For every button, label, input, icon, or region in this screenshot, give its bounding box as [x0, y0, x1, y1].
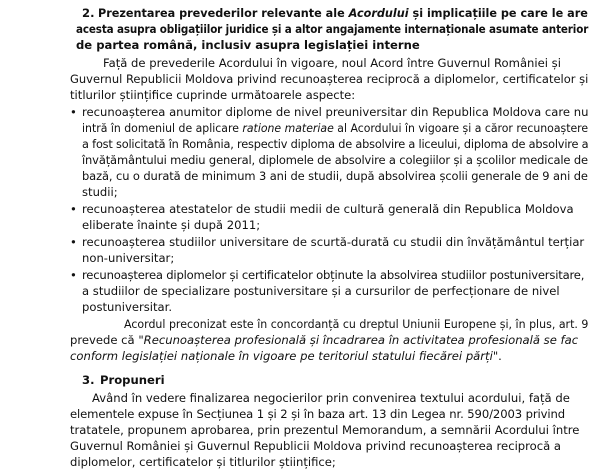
- bullet-2-line-2: eliberate înainte și după 2011;: [82, 218, 261, 232]
- heading-text-end: și implicațiile pe care le are: [408, 6, 588, 20]
- text: prevede că: [70, 333, 139, 347]
- conclusion-line-2: [70, 332, 578, 348]
- quote: "Recunoașterea profesională și încadrarea în activitatea profesională se fac: [138, 333, 579, 347]
- bullet-icon: •: [70, 105, 77, 119]
- bullet-4-line-3: postuniversitar.: [82, 300, 173, 314]
- conclusion-line-1: Acordul preconizat este în concordanță cu dreptul Uniunii Europene și, în plus, art. 9: [124, 317, 589, 331]
- bullet-icon: •: [70, 235, 77, 249]
- proposal-line-5: diplomelor, certificatelor și titlurilor științifice;: [70, 455, 336, 469]
- text: intră în domeniul de aplicare: [82, 121, 243, 135]
- conclusion-line-3: [70, 348, 502, 364]
- quote-end: ".: [492, 349, 502, 363]
- intro-line-2: Guvernul Republicii Moldova privind recunoașterea reciprocă a diplomelor, certificatelor și: [70, 72, 589, 86]
- bullet-1-line-5: bază, cu o durată de minimum 3 ani de studii, după absolvirea școlii generale de 9 ani de: [82, 169, 588, 183]
- bullet-1-line-6: studii;: [82, 185, 118, 199]
- section-2-heading-line-3: de partea română, inclusiv asupra legislației interne: [76, 38, 420, 52]
- bullet-3-line-1: recunoașterea studiilor universitare de scurtă-durată cu studii din învățământul terțiar: [82, 235, 585, 249]
- bullet-1-line-1: recunoașterea anumitor diplome de nivel preuniversitar din Republica Moldova care nu: [82, 105, 589, 119]
- bullet-1-line-4: învățământului mediu general, diplomele de absolvire a colegiilor și a școlilor medicale de: [82, 153, 588, 167]
- heading-acordului: Acordului: [348, 6, 409, 20]
- bullet-1-line-3: a fost solicitată în România, respectiv diploma de absolvire a liceului, diploma de absolvire a: [82, 137, 589, 151]
- intro-line-1: Față de prevederile Acordului în vigoare, noul Acord între Guvernul României și: [103, 56, 561, 70]
- bullet-icon: •: [70, 268, 77, 282]
- heading-text: Prezentarea prevederilor relevante ale: [98, 6, 349, 20]
- proposal-line-3: tratatele, propunem aprobarea, prin prezentul Memorandum, a semnării Acordului între: [70, 423, 580, 437]
- section-2-heading-line-1: [98, 5, 588, 21]
- proposal-line-1: Având în vedere finalizarea negocierilor prin convenirea textului acordului, față de: [92, 391, 570, 405]
- proposal-line-4: Guvernul României și Guvernul Republicii Moldova privind recunoașterea reciprocă a: [70, 439, 562, 453]
- bullet-icon: •: [70, 202, 77, 216]
- bullet-2-line-1: recunoașterea atestatelor de studii medii de cultură generală din Republica Moldova: [82, 202, 574, 216]
- intro-line-3: titlurilor științifice cuprinde următoarele aspecte:: [70, 88, 356, 102]
- quote: conform legislației naționale în vigoare pe teritoriul statului fiecărei părți: [70, 349, 493, 363]
- section-2-number: 2.: [82, 6, 95, 20]
- bullet-4-line-2: a studiilor de specializare postuniversitare și a cursurilor de perfecționare de nivel: [82, 284, 560, 298]
- bullet-4-line-1: recunoașterea diplomelor și certificatelor obținute la absolvirea studiilor postuniversitare,: [82, 268, 585, 282]
- section-3-title: Propuneri: [100, 373, 165, 387]
- section-2-heading-line-2: acesta asupra obligațiilor juridice și a altor angajamente internaționale asumate anterior: [76, 22, 589, 36]
- ratione-materiae: ratione materiae: [242, 121, 334, 135]
- section-3-number: 3.: [82, 373, 95, 387]
- bullet-1-line-2: [82, 120, 588, 136]
- bullet-3-line-2: non-universitar;: [82, 251, 175, 265]
- proposal-line-2: elementele expuse în Secțiunea 1 și 2 și în baza art. 13 din Legea nr. 590/2003 privind: [70, 407, 566, 421]
- text: al Acordului în vigoare și a căror recunoaștere: [333, 121, 589, 135]
